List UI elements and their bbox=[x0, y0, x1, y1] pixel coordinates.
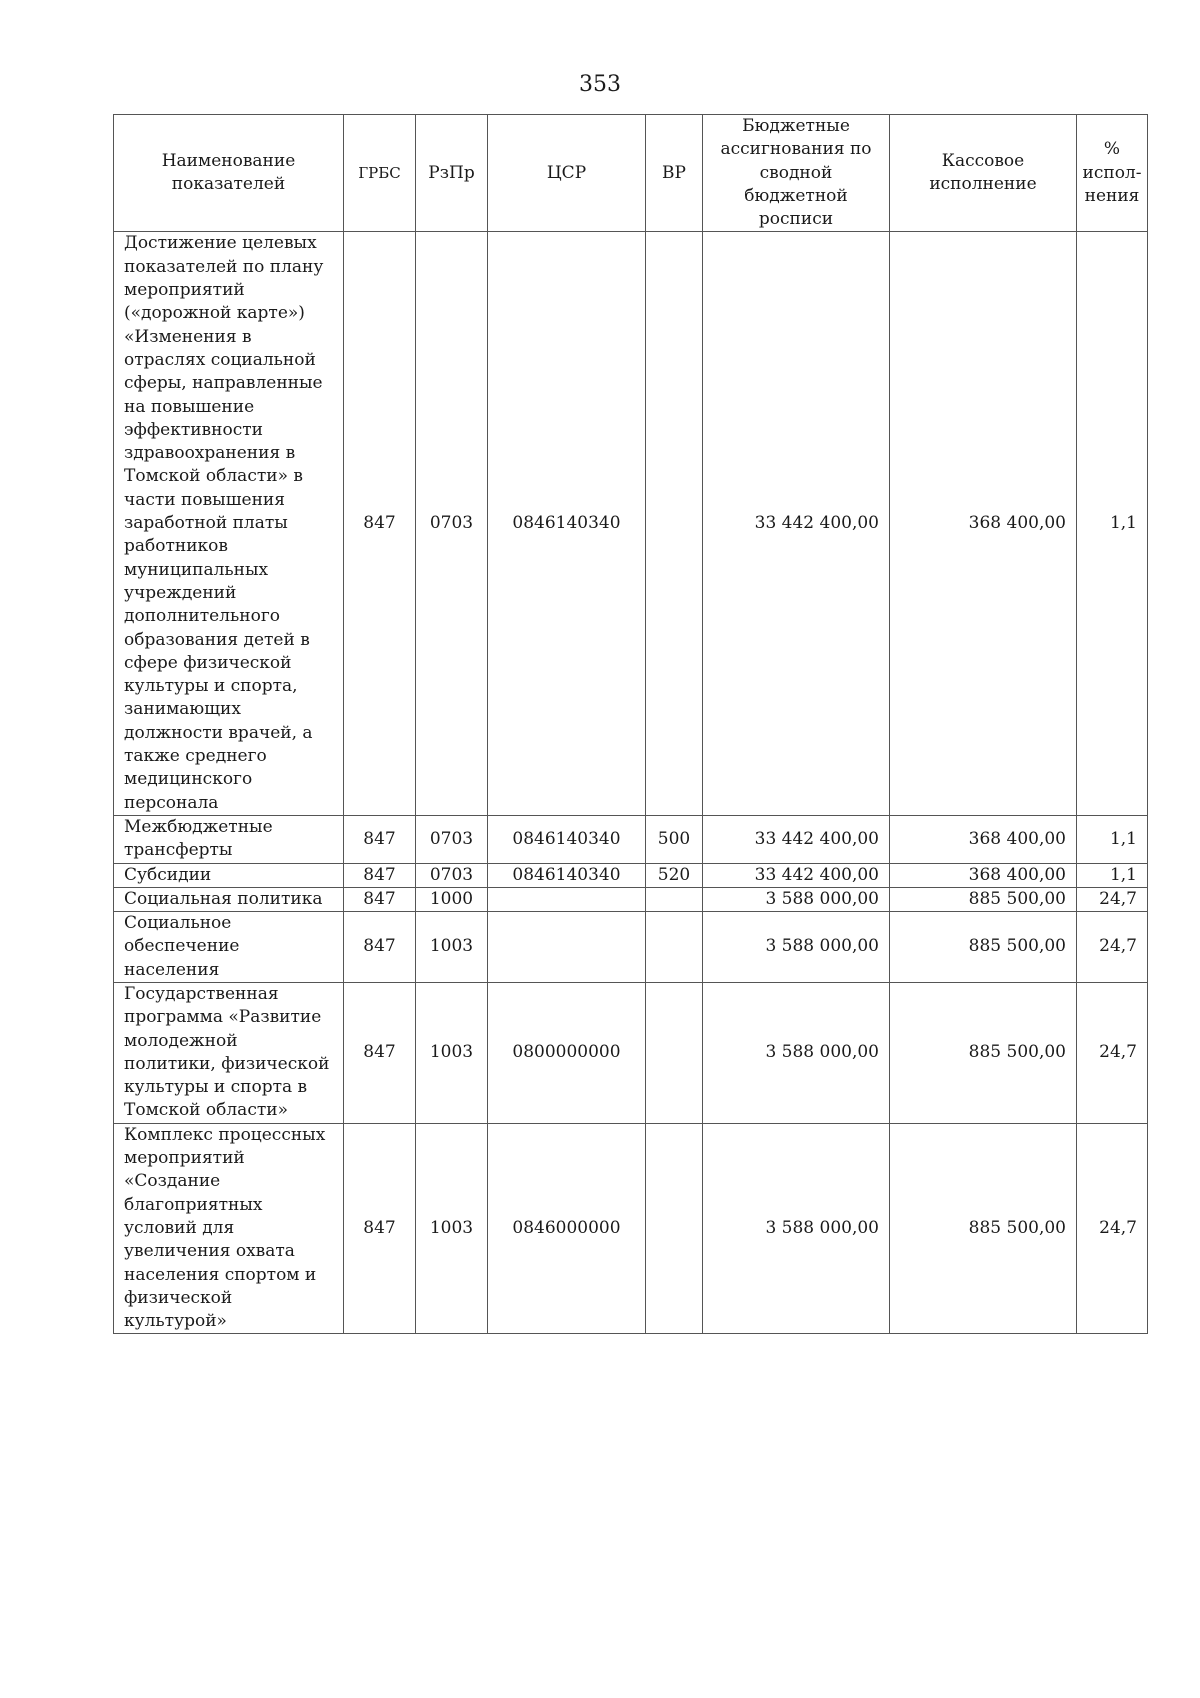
row-percent: 1,1 bbox=[1077, 815, 1148, 863]
table-row bbox=[114, 982, 1148, 1123]
header-percent: % испол-нения bbox=[1077, 115, 1148, 232]
header-assignments: Бюджетные ассигнования по сводной бюджетной росписи bbox=[703, 115, 890, 232]
row-name: Межбюджетные трансферты bbox=[114, 815, 344, 863]
row-csr bbox=[488, 912, 646, 983]
row-cash-execution: 885 500,00 bbox=[890, 912, 1077, 983]
row-vr bbox=[646, 982, 703, 1123]
row-assignments: 33 442 400,00 bbox=[703, 863, 890, 887]
row-grbs: 847 bbox=[344, 887, 416, 911]
row-rzpr: 1003 bbox=[416, 912, 488, 983]
row-rzpr: 0703 bbox=[416, 863, 488, 887]
row-rzpr: 1003 bbox=[416, 982, 488, 1123]
header-grbs: ГРБС bbox=[344, 115, 416, 232]
header-vr: ВР bbox=[646, 115, 703, 232]
row-csr: 0800000000 bbox=[488, 982, 646, 1123]
row-assignments: 33 442 400,00 bbox=[703, 232, 890, 815]
table-row bbox=[114, 912, 1148, 983]
row-percent: 24,7 bbox=[1077, 1123, 1148, 1334]
row-name: Государственная программа «Развитие молодежной политики, физической культуры и спорта в Томской области» bbox=[114, 982, 344, 1123]
row-assignments: 33 442 400,00 bbox=[703, 815, 890, 863]
row-name: Субсидии bbox=[114, 863, 344, 887]
row-rzpr: 1000 bbox=[416, 887, 488, 911]
row-vr bbox=[646, 912, 703, 983]
row-grbs: 847 bbox=[344, 863, 416, 887]
row-rzpr: 1003 bbox=[416, 1123, 488, 1334]
table-row bbox=[114, 815, 1148, 863]
row-cash-execution: 885 500,00 bbox=[890, 887, 1077, 911]
header-name: Наименование показателей bbox=[114, 115, 344, 232]
budget-execution-table bbox=[113, 114, 1148, 1334]
page-number: 353 bbox=[579, 72, 621, 97]
row-csr: 0846000000 bbox=[488, 1123, 646, 1334]
row-vr: 500 bbox=[646, 815, 703, 863]
row-grbs: 847 bbox=[344, 1123, 416, 1334]
table-row bbox=[114, 863, 1148, 887]
row-vr bbox=[646, 887, 703, 911]
row-vr bbox=[646, 232, 703, 815]
row-percent: 1,1 bbox=[1077, 863, 1148, 887]
row-percent: 24,7 bbox=[1077, 912, 1148, 983]
row-assignments: 3 588 000,00 bbox=[703, 912, 890, 983]
header-csr: ЦСР bbox=[488, 115, 646, 232]
row-rzpr: 0703 bbox=[416, 815, 488, 863]
row-name: Социальная политика bbox=[114, 887, 344, 911]
header-rzpr: РзПр bbox=[416, 115, 488, 232]
table-header-row bbox=[114, 115, 1148, 232]
row-grbs: 847 bbox=[344, 815, 416, 863]
row-assignments: 3 588 000,00 bbox=[703, 982, 890, 1123]
row-cash-execution: 368 400,00 bbox=[890, 232, 1077, 815]
table-row bbox=[114, 887, 1148, 911]
row-percent: 24,7 bbox=[1077, 982, 1148, 1123]
row-csr: 0846140340 bbox=[488, 232, 646, 815]
header-cash-execution: Кассовое исполнение bbox=[890, 115, 1077, 232]
row-name: Достижение целевых показателей по плану мероприятий («дорожной карте») «Изменения в отраслях социальной сферы, направленные на повышение эффективности здравоохранения в Томской области» в части повышения заработной платы работников муниципальных учреждений дополнительного образования детей в сфере физической культуры и спорта, занимающих должности врачей, а также среднего медицинского персонала bbox=[114, 232, 344, 815]
row-cash-execution: 368 400,00 bbox=[890, 815, 1077, 863]
row-cash-execution: 885 500,00 bbox=[890, 1123, 1077, 1334]
row-assignments: 3 588 000,00 bbox=[703, 887, 890, 911]
row-grbs: 847 bbox=[344, 912, 416, 983]
row-grbs: 847 bbox=[344, 232, 416, 815]
table-row bbox=[114, 1123, 1148, 1334]
row-csr: 0846140340 bbox=[488, 863, 646, 887]
row-percent: 24,7 bbox=[1077, 887, 1148, 911]
row-rzpr: 0703 bbox=[416, 232, 488, 815]
row-vr bbox=[646, 1123, 703, 1334]
row-cash-execution: 368 400,00 bbox=[890, 863, 1077, 887]
row-csr: 0846140340 bbox=[488, 815, 646, 863]
row-cash-execution: 885 500,00 bbox=[890, 982, 1077, 1123]
row-name: Социальное обеспечение населения bbox=[114, 912, 344, 983]
table-row bbox=[114, 232, 1148, 815]
row-csr bbox=[488, 887, 646, 911]
row-assignments: 3 588 000,00 bbox=[703, 1123, 890, 1334]
row-grbs: 847 bbox=[344, 982, 416, 1123]
row-name: Комплекс процессных мероприятий «Создание благоприятных условий для увеличения охвата населения спортом и физической культурой» bbox=[114, 1123, 344, 1334]
row-percent: 1,1 bbox=[1077, 232, 1148, 815]
row-vr: 520 bbox=[646, 863, 703, 887]
